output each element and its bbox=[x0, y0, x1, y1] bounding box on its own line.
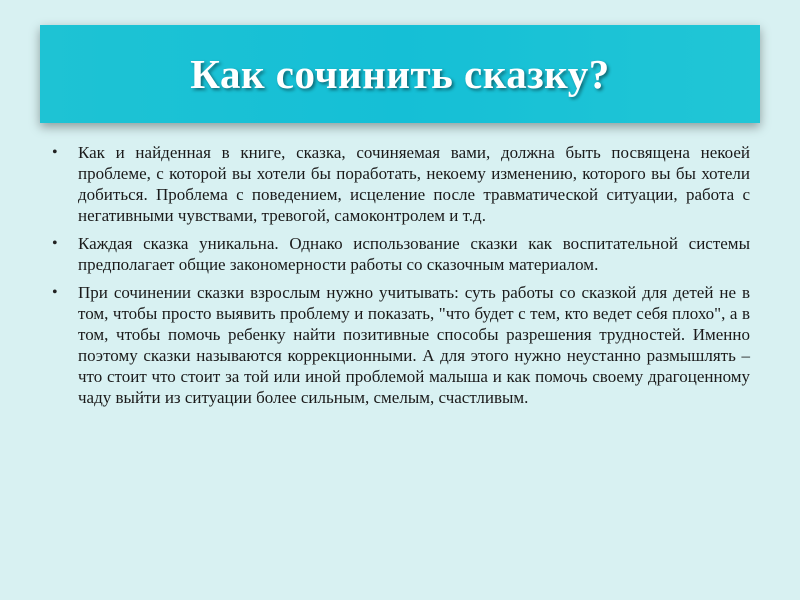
bullet-list bbox=[52, 142, 750, 415]
bullet-icon: • bbox=[52, 144, 58, 161]
bullet-item bbox=[52, 142, 750, 226]
bullet-item bbox=[52, 233, 750, 275]
bullet-icon: • bbox=[52, 284, 58, 301]
bullet-text: При сочинении сказки взрослым нужно учитывать: суть работы со сказкой для детей не в том, чтобы просто выявить проблему и показать, "что будет с тем, кто ведет себя плохо", а в том, чтобы помочь ребенку найти позитивные способы разрешения трудностей. Именно поэтому сказки называются коррекционными. А для этого нужно неустанно размышлять – что стоит что стоит за той или иной проблемой малыша и как помочь своему драгоценному чаду выйти из ситуации более сильным, смелым, счастливым. bbox=[78, 283, 750, 407]
bullet-text: Как и найденная в книге, сказка, сочиняемая вами, должна быть посвящена некоей проблеме, с которой вы хотели бы поработать, некоему изменению, которого вы бы хотели добиться. Проблема с поведением, исцеление после травматической ситуации, работа с негативными чувствами, тревогой, самоконтролем и т.д. bbox=[78, 143, 750, 225]
bullet-item bbox=[52, 282, 750, 408]
title-banner bbox=[40, 25, 760, 123]
slide-title: Как сочинить сказку? bbox=[190, 51, 610, 97]
bullet-icon: • bbox=[52, 235, 58, 252]
bullet-text: Каждая сказка уникальна. Однако использование сказки как воспитательной системы предполагает общие закономерности работы со сказочным материалом. bbox=[78, 234, 750, 274]
